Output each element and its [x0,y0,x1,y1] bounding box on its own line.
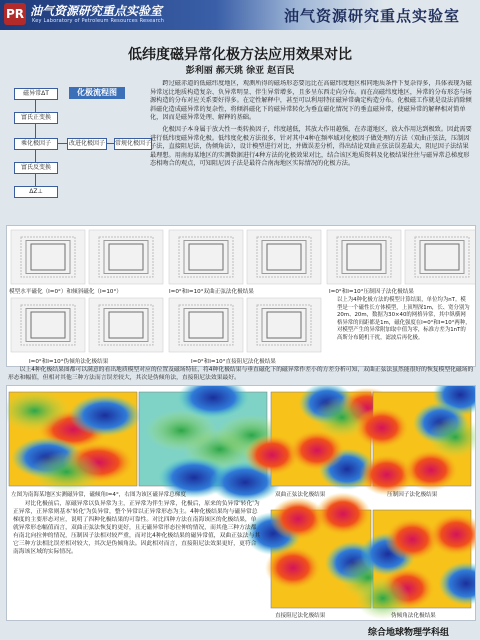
caption-map-suppress: 压制因子法化极结果 [387,492,438,498]
caption-sinh-result: I=0°和I=10°双曲正弦法化极结果 [169,289,254,295]
caption-map-damping: 直接阻尼法化极结果 [275,613,326,619]
flow-node-output: ΔZ⊥ [14,186,58,198]
flow-node-multiply: 乘化极因子 [14,138,58,150]
model-plot-frame [11,298,85,352]
caption-map-observed: 左图为南海某地区实测磁异常，磁倾角I=4°，右图为该区磁异常总梯度 [11,492,186,498]
intro-paragraph-2: 化极因子本身属于放大性一类转换因子，纬度越低，其放大作用越强，在赤道地区，放大作用达到极致。因此需要进行低纬度磁异常化极。低纬度化极方法很多，针对其中4种在频率域对化极因子做处理的方法（双曲正弦法，压制因子法，直接阻尼法，伪倾角法），设计模型进行对比，并做误差分析，得出结论双曲正弦法误差最大，阻尼因子法结果最理想。用南海某地区的实测数据进行4种方法的化极效果对比，结合该区地质资料及化极结果往往与磁异常总梯度形态相吻合的观点，可知阻尼因子法是最符合南海地区实际情况的化极方法。 [150,125,472,168]
flowchart-label: 化极流程图 [69,87,125,99]
lab-title: 油气资源研究重点实验室 [284,7,461,25]
flow-node-input: 磁异常ΔT [14,88,58,100]
model-results-panel [6,225,476,367]
footer-group-name: 综合地球物理学科组 [368,628,450,638]
model-plot-frame [89,298,163,352]
authors: 彭利丽 郝天珧 徐亚 赵百民 [185,66,295,76]
model-plot-frame [169,230,243,284]
flow-node-conventional: 常规化极因子 [114,138,152,150]
lab-logo: PR [4,3,26,25]
flow-node-improved: 改进化极因子 [67,138,107,150]
caption-map-pseudo: 伪倾角法化极结果 [391,613,436,619]
real-data-panel [6,385,476,621]
flow-node-inverse-fft: 富氏反变换 [14,162,58,174]
caption-suppress-result: I=0°和I=10°压制因子法化极结果 [329,289,414,295]
model-plot-frame [327,230,401,284]
caption-damping-result: I=0°和I=10°直接阻尼法化极结果 [191,359,276,365]
model-plots [7,226,475,366]
caption-model-magnetization: 模型水平磁化（I=0°）和倾斜磁化（I=10°） [9,289,122,295]
poster-title: 低纬度磁异常化极方法应用效果对比 [128,47,352,63]
model-plot-frame [11,230,85,284]
anomaly-blob [265,546,321,589]
logo-english-name: Key Laboratory of Petroleum Resources Research [32,18,165,24]
model-plot-frame [247,298,321,352]
anomaly-blob [31,451,103,492]
caption-map-sinh: 双曲正弦法化极结果 [275,492,326,498]
caption-pseudo-result: I=0°和I=10°伪倾角法化极结果 [29,359,109,365]
anomaly-blob [315,492,371,535]
conclusion-text: 对比化极前后，原磁异常以负异常为主，正异常为伴生异常，化极后，原来的负异常'转化'为正异常，正异常则基本'转化'为负异常，整个异常以正异常形态为主。4种化极结果均与磁异常总梯度的主要形态对应，说明了四种化极结果的可靠性。对比四种方法在南海该区的化极结果，单就异常形态幅值而言，双曲正弦法恢复的更好，且无磁异常形态拉伸的情况，而其他三种方法都有南北向拉伸的情况，压制因子法相对较严重，而对比4种化极结果的磁异常值，双曲正弦法与其它三种方法相比误差相对较大，其次是伪倾角法。因此相对而言，直接阻尼法效果更好，更符合南海该区域的实际情况。 [13,501,261,555]
flow-node-forward-fft: 富氏正变换 [14,112,58,124]
intro-paragraph-1: 跨过磁赤道的低磁纬度地区，观测所得的磁场形态要远比在高磁纬度地区相同地质条件下复杂得多，具体表现为磁异常远比地质构造复杂、负异常明显、伴生异常增多，且多呈东西走向分布。而在高磁纬度地区，异常的分布形态与场源构造的分布对应关系要好得多。在定性解释中，甚至可以利用特征磁异常确定构造分布。化极磁工作就是设法消除倾斜磁化造成磁异常的复杂性，将倾斜磁化下的磁异常转化为垂直磁化情况下的垂直磁异常，使磁异常的解释相对简单化，因而是磁异常处理、解释的基础。 [150,80,472,122]
real-data-intro: 以上4种化极结果图都可以满意的看出地质模型对应的位置及磁场特征，将4种化极结果与垂直磁化下的磁异常作差小的方差分析可知，双曲正弦法虽然能很好的恢复模型化磁场的形态和幅值，但相对其他三种方法而言误差较大，其次是伪倾角法，直接阻尼法效果最好。 [8,367,474,381]
model-plot-frame [247,230,321,284]
model-plot-frame [89,230,163,284]
anomaly-blob [354,407,409,448]
intro-text [150,80,472,220]
model-plot-frame [169,298,243,352]
logo-chinese-name: 油气资源研究重点实验室 [30,4,163,18]
anomaly-blob [69,395,141,436]
model-note: 以上为4种化极方法的模型计算结果，单位均为nT。模型是一个磁性长方体模型，上顶埋深1m，长、宽分别为20m、20m，数据为30×40的网格异常，其中纵横网格异常的间距都是1m，磁化强度在I=0°和I=10°两种，对模型产生的异常附加取中值为零，标准方差为1nT的高斯分布随机干扰，滤波后再化极。 [337,297,471,341]
